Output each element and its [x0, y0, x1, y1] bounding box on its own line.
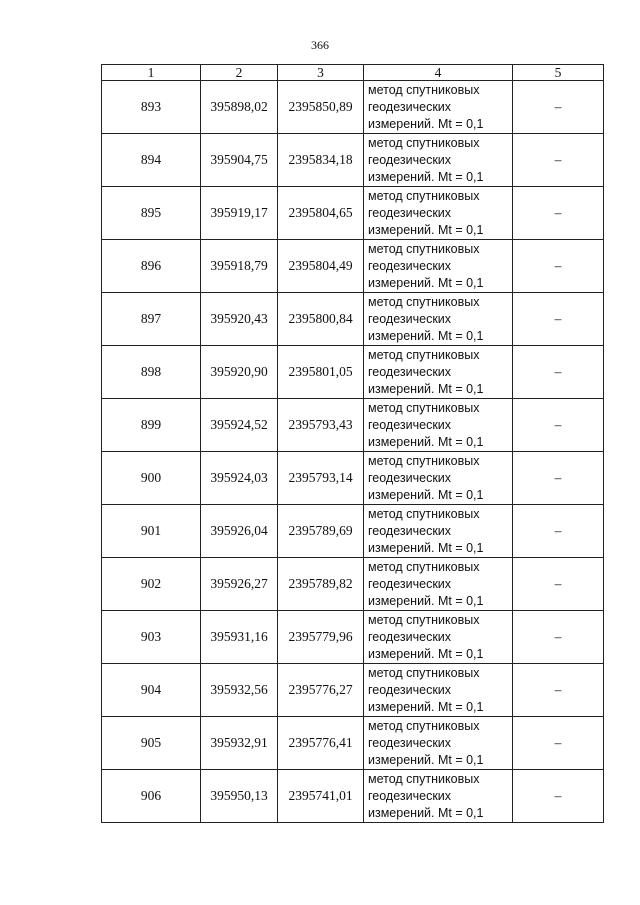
- method-line: геодезических: [368, 417, 452, 432]
- table-row: [102, 452, 604, 505]
- table-row: [102, 399, 604, 452]
- method-cell: [364, 81, 513, 134]
- x-coordinate-cell: 395932,91: [201, 717, 278, 770]
- point-id-cell: 901: [102, 505, 201, 558]
- method-line: измерений. Mt = 0,1: [368, 699, 484, 714]
- x-coordinate-cell: 395898,02: [201, 81, 278, 134]
- table-row: [102, 505, 604, 558]
- method-cell: [364, 240, 513, 293]
- table-row: [102, 558, 604, 611]
- method-line: метод спутниковых: [368, 135, 480, 150]
- method-line: геодезических: [368, 152, 452, 167]
- method-line: измерений. Mt = 0,1: [368, 805, 484, 820]
- point-id-cell: 895: [102, 187, 201, 240]
- table-row: [102, 717, 604, 770]
- method-line: метод спутниковых: [368, 612, 480, 627]
- point-id-cell: 900: [102, 452, 201, 505]
- table-row: [102, 240, 604, 293]
- x-coordinate-cell: 395924,52: [201, 399, 278, 452]
- point-id-cell: 905: [102, 717, 201, 770]
- point-id-cell: 897: [102, 293, 201, 346]
- method-line: измерений. Mt = 0,1: [368, 116, 484, 131]
- table-row: [102, 770, 604, 823]
- point-id-cell: 899: [102, 399, 201, 452]
- method-line: метод спутниковых: [368, 82, 480, 97]
- method-line: метод спутниковых: [368, 665, 480, 680]
- y-coordinate-cell: 2395776,41: [278, 717, 364, 770]
- method-line: метод спутниковых: [368, 400, 480, 415]
- method-line: измерений. Mt = 0,1: [368, 752, 484, 767]
- point-id-cell: 896: [102, 240, 201, 293]
- method-line: метод спутниковых: [368, 559, 480, 574]
- point-id-cell: 903: [102, 611, 201, 664]
- method-line: геодезических: [368, 311, 452, 326]
- column-header: 5: [513, 65, 604, 81]
- method-line: геодезических: [368, 682, 452, 697]
- method-line: геодезических: [368, 735, 452, 750]
- table-row: [102, 134, 604, 187]
- x-coordinate-cell: 395924,03: [201, 452, 278, 505]
- method-line: измерений. Mt = 0,1: [368, 381, 484, 396]
- method-line: измерений. Mt = 0,1: [368, 328, 484, 343]
- y-coordinate-cell: 2395779,96: [278, 611, 364, 664]
- method-line: измерений. Mt = 0,1: [368, 487, 484, 502]
- method-cell: [364, 346, 513, 399]
- method-line: геодезических: [368, 629, 452, 644]
- y-coordinate-cell: 2395801,05: [278, 346, 364, 399]
- method-line: измерений. Mt = 0,1: [368, 275, 484, 290]
- y-coordinate-cell: 2395804,65: [278, 187, 364, 240]
- method-line: геодезических: [368, 364, 452, 379]
- method-line: метод спутниковых: [368, 506, 480, 521]
- note-cell: –: [513, 505, 604, 558]
- x-coordinate-cell: 395919,17: [201, 187, 278, 240]
- note-cell: –: [513, 558, 604, 611]
- y-coordinate-cell: 2395800,84: [278, 293, 364, 346]
- table-row: [102, 187, 604, 240]
- y-coordinate-cell: 2395741,01: [278, 770, 364, 823]
- point-id-cell: 902: [102, 558, 201, 611]
- method-cell: [364, 505, 513, 558]
- method-cell: [364, 187, 513, 240]
- x-coordinate-cell: 395931,16: [201, 611, 278, 664]
- note-cell: –: [513, 770, 604, 823]
- point-id-cell: 906: [102, 770, 201, 823]
- note-cell: –: [513, 187, 604, 240]
- point-id-cell: 894: [102, 134, 201, 187]
- method-line: метод спутниковых: [368, 718, 480, 733]
- y-coordinate-cell: 2395789,69: [278, 505, 364, 558]
- x-coordinate-cell: 395950,13: [201, 770, 278, 823]
- method-cell: [364, 664, 513, 717]
- method-line: метод спутниковых: [368, 771, 480, 786]
- x-coordinate-cell: 395920,43: [201, 293, 278, 346]
- table-row: [102, 664, 604, 717]
- table-row: [102, 611, 604, 664]
- x-coordinate-cell: 395932,56: [201, 664, 278, 717]
- y-coordinate-cell: 2395793,14: [278, 452, 364, 505]
- note-cell: –: [513, 399, 604, 452]
- method-line: измерений. Mt = 0,1: [368, 169, 484, 184]
- point-id-cell: 893: [102, 81, 201, 134]
- table-row: [102, 346, 604, 399]
- table-body: [102, 81, 604, 823]
- column-header: 2: [201, 65, 278, 81]
- note-cell: –: [513, 452, 604, 505]
- table-row: [102, 81, 604, 134]
- method-line: метод спутниковых: [368, 453, 480, 468]
- method-line: измерений. Mt = 0,1: [368, 222, 484, 237]
- x-coordinate-cell: 395926,27: [201, 558, 278, 611]
- method-line: метод спутниковых: [368, 241, 480, 256]
- column-header: 1: [102, 65, 201, 81]
- y-coordinate-cell: 2395776,27: [278, 664, 364, 717]
- method-cell: [364, 558, 513, 611]
- x-coordinate-cell: 395904,75: [201, 134, 278, 187]
- method-cell: [364, 770, 513, 823]
- method-cell: [364, 611, 513, 664]
- x-coordinate-cell: 395920,90: [201, 346, 278, 399]
- page-number: 366: [311, 38, 329, 52]
- y-coordinate-cell: 2395804,49: [278, 240, 364, 293]
- y-coordinate-cell: 2395834,18: [278, 134, 364, 187]
- note-cell: –: [513, 81, 604, 134]
- x-coordinate-cell: 395918,79: [201, 240, 278, 293]
- y-coordinate-cell: 2395850,89: [278, 81, 364, 134]
- table-row: [102, 293, 604, 346]
- note-cell: –: [513, 346, 604, 399]
- note-cell: –: [513, 240, 604, 293]
- column-header: 4: [364, 65, 513, 81]
- method-line: метод спутниковых: [368, 188, 480, 203]
- method-line: геодезических: [368, 258, 452, 273]
- method-line: метод спутниковых: [368, 347, 480, 362]
- method-cell: [364, 717, 513, 770]
- method-line: метод спутниковых: [368, 294, 480, 309]
- note-cell: –: [513, 611, 604, 664]
- column-header: 3: [278, 65, 364, 81]
- method-line: геодезических: [368, 470, 452, 485]
- method-cell: [364, 452, 513, 505]
- method-cell: [364, 293, 513, 346]
- y-coordinate-cell: 2395793,43: [278, 399, 364, 452]
- table-header-row: [102, 65, 604, 81]
- method-cell: [364, 399, 513, 452]
- method-line: геодезических: [368, 576, 452, 591]
- method-line: измерений. Mt = 0,1: [368, 434, 484, 449]
- y-coordinate-cell: 2395789,82: [278, 558, 364, 611]
- method-line: геодезических: [368, 523, 452, 538]
- method-line: геодезических: [368, 788, 452, 803]
- point-id-cell: 898: [102, 346, 201, 399]
- method-line: измерений. Mt = 0,1: [368, 646, 484, 661]
- coordinates-table: [101, 64, 604, 823]
- method-line: геодезических: [368, 205, 452, 220]
- note-cell: –: [513, 134, 604, 187]
- method-line: измерений. Mt = 0,1: [368, 540, 484, 555]
- method-line: геодезических: [368, 99, 452, 114]
- method-cell: [364, 134, 513, 187]
- note-cell: –: [513, 664, 604, 717]
- method-line: измерений. Mt = 0,1: [368, 593, 484, 608]
- note-cell: –: [513, 717, 604, 770]
- x-coordinate-cell: 395926,04: [201, 505, 278, 558]
- point-id-cell: 904: [102, 664, 201, 717]
- note-cell: –: [513, 293, 604, 346]
